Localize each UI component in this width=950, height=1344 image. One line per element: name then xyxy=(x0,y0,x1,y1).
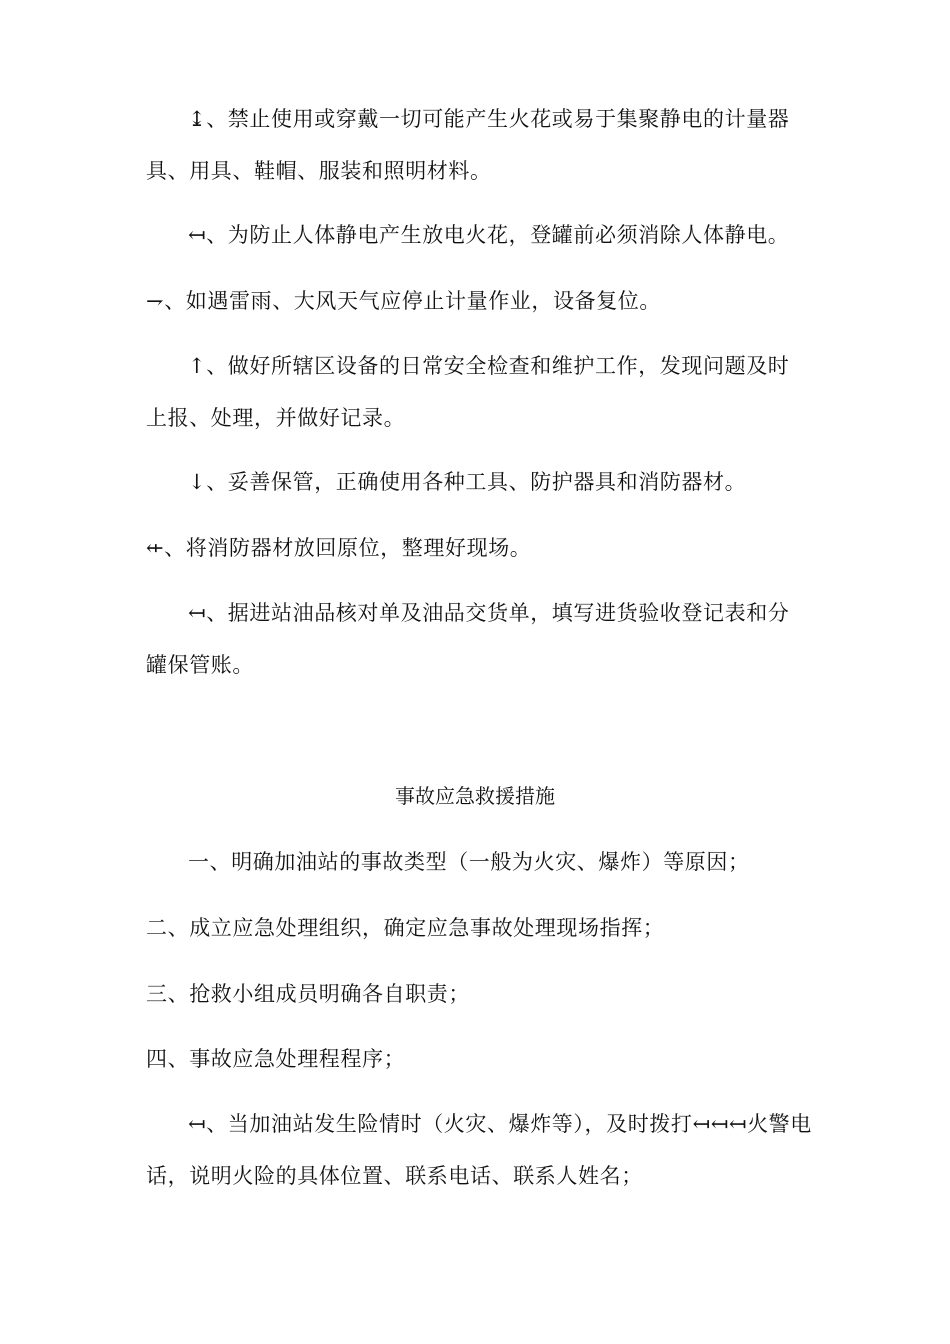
measure-line: 话，说明火险的具体位置、联系电话、联系人姓名； xyxy=(146,1164,643,1188)
paragraph-line: ↓、妥善保管，正确使用各种工具、防护器具和消防器材。 xyxy=(188,470,747,494)
measure-line: 四、事故应急处理程程序； xyxy=(146,1047,406,1071)
paragraph-line: ↨、禁止使用或穿戴一切可能产生火花或易于集聚静电的计量器 xyxy=(188,107,790,131)
measure-line: 三、抢救小组成员明确各自职责； xyxy=(146,982,470,1006)
paragraph-line: ⇷、将消防器材放回原位，整理好现场。 xyxy=(146,536,532,560)
paragraph-line: ⇁、如遇雷雨、大风天气应停止计量作业，设备复位。 xyxy=(146,289,661,313)
paragraph-line: ↤、据进站油品核对单及油品交货单，填写进货验收登记表和分 xyxy=(188,601,790,625)
measure-line: ↤、当加油站发生险情时（火灾、爆炸等），及时拨打↤↤↤火警电 xyxy=(188,1112,812,1136)
paragraph-line: 具、用具、鞋帽、服装和照明材料。 xyxy=(146,159,492,183)
paragraph-line: 上报、处理，并做好记录。 xyxy=(146,406,406,430)
paragraph-line: ↤、为防止人体静电产生放电火花，登罐前必须消除人体静电。 xyxy=(188,223,790,247)
measure-line: 一、明确加油站的事故类型（一般为火灾、爆炸）等原因； xyxy=(188,850,750,874)
paragraph-line: 罐保管账。 xyxy=(146,653,254,677)
paragraph-line: ↑、做好所辖区设备的日常安全检查和维护工作，发现问题及时 xyxy=(188,354,790,378)
measure-line: 二、成立应急处理组织，确定应急事故处理现场指挥； xyxy=(146,916,665,940)
section-title: 事故应急救援措施 xyxy=(395,784,555,808)
